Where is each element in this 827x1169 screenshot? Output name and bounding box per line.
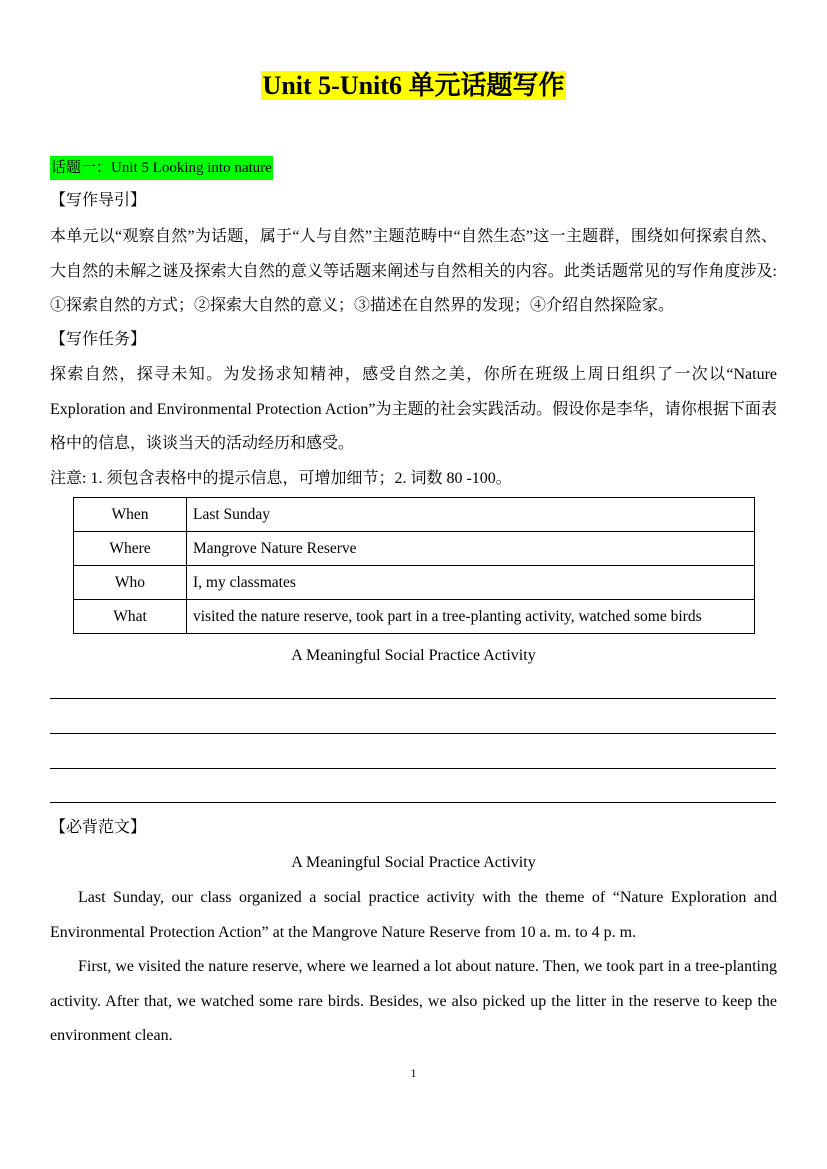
writing-guide-text: 本单元以“观察自然”为话题，属于“人与自然”主题范畴中“自然生态”这一主题群，围绕如何探索自然、大自然的未解之谜及探索大自然的意义等话题来阐述与自然相关的内容。此类话题常见的写作角度涉及: ①探索自然的方式；②探索大自然的意义；③描述在自然界的发现；④介绍自然探险家。 — [50, 228, 777, 314]
table-key-where: Where — [74, 532, 187, 566]
blank-essay-title: A Meaningful Social Practice Activity — [291, 647, 536, 664]
table-key-who: Who — [74, 566, 187, 600]
table-value-who: I, my classmates — [187, 566, 755, 600]
writing-guide-heading: 【写作导引】 — [50, 192, 147, 209]
table-row — [74, 532, 755, 566]
page-title-text: Unit 5-Unit6 单元话题写作 — [262, 71, 565, 100]
table-key-what: What — [74, 600, 187, 634]
model-essay-paragraph-1: Last Sunday, our class organized a social practice activity with the theme of “Nature Exploration and Environmental Protection Action” at the Mangrove Nature Reserve from 10 a. m. to 4 p. m. — [50, 889, 777, 941]
writing-line[interactable] — [50, 698, 776, 699]
page-title — [0, 66, 827, 106]
model-essay-title: A Meaningful Social Practice Activity — [291, 854, 536, 871]
table-key-when: When — [74, 498, 187, 532]
info-table — [73, 497, 755, 634]
page-number: 1 — [410, 1066, 417, 1080]
table-row — [74, 498, 755, 532]
table-value-what: visited the nature reserve, took part in a tree-planting activity, watched some birds — [187, 600, 755, 634]
topic-label: 话题一：Unit 5 Looking into nature — [50, 156, 273, 180]
writing-task-text: 探索自然，探寻未知。为发扬求知精神，感受自然之美，你所在班级上周日组织了一次以“Nature Exploration and Environmental Protection Action”为主题的社会实践活动。假设你是李华，请你根据下面表格中的信息，谈谈当天的活动经历和感受。 — [50, 366, 777, 452]
model-essay-paragraph-2: First, we visited the nature reserve, where we learned a lot about nature. Then, we took part in a tree-planting activity. After that, we watched some rare birds. Besides, we also picked up the litter in the reserve to keep the environment clean. — [50, 958, 777, 1044]
table-row — [74, 566, 755, 600]
table-value-when: Last Sunday — [187, 498, 755, 532]
writing-note: 注意: 1. 须包含表格中的提示信息，可增加细节；2. 词数 80 -100。 — [50, 470, 512, 487]
table-row — [74, 600, 755, 634]
table-value-where: Mangrove Nature Reserve — [187, 532, 755, 566]
writing-task-heading: 【写作任务】 — [50, 331, 147, 348]
model-essay-heading: 【必背范文】 — [50, 819, 147, 836]
writing-line[interactable] — [50, 733, 776, 734]
writing-line[interactable] — [50, 768, 776, 769]
writing-line[interactable] — [50, 802, 776, 803]
